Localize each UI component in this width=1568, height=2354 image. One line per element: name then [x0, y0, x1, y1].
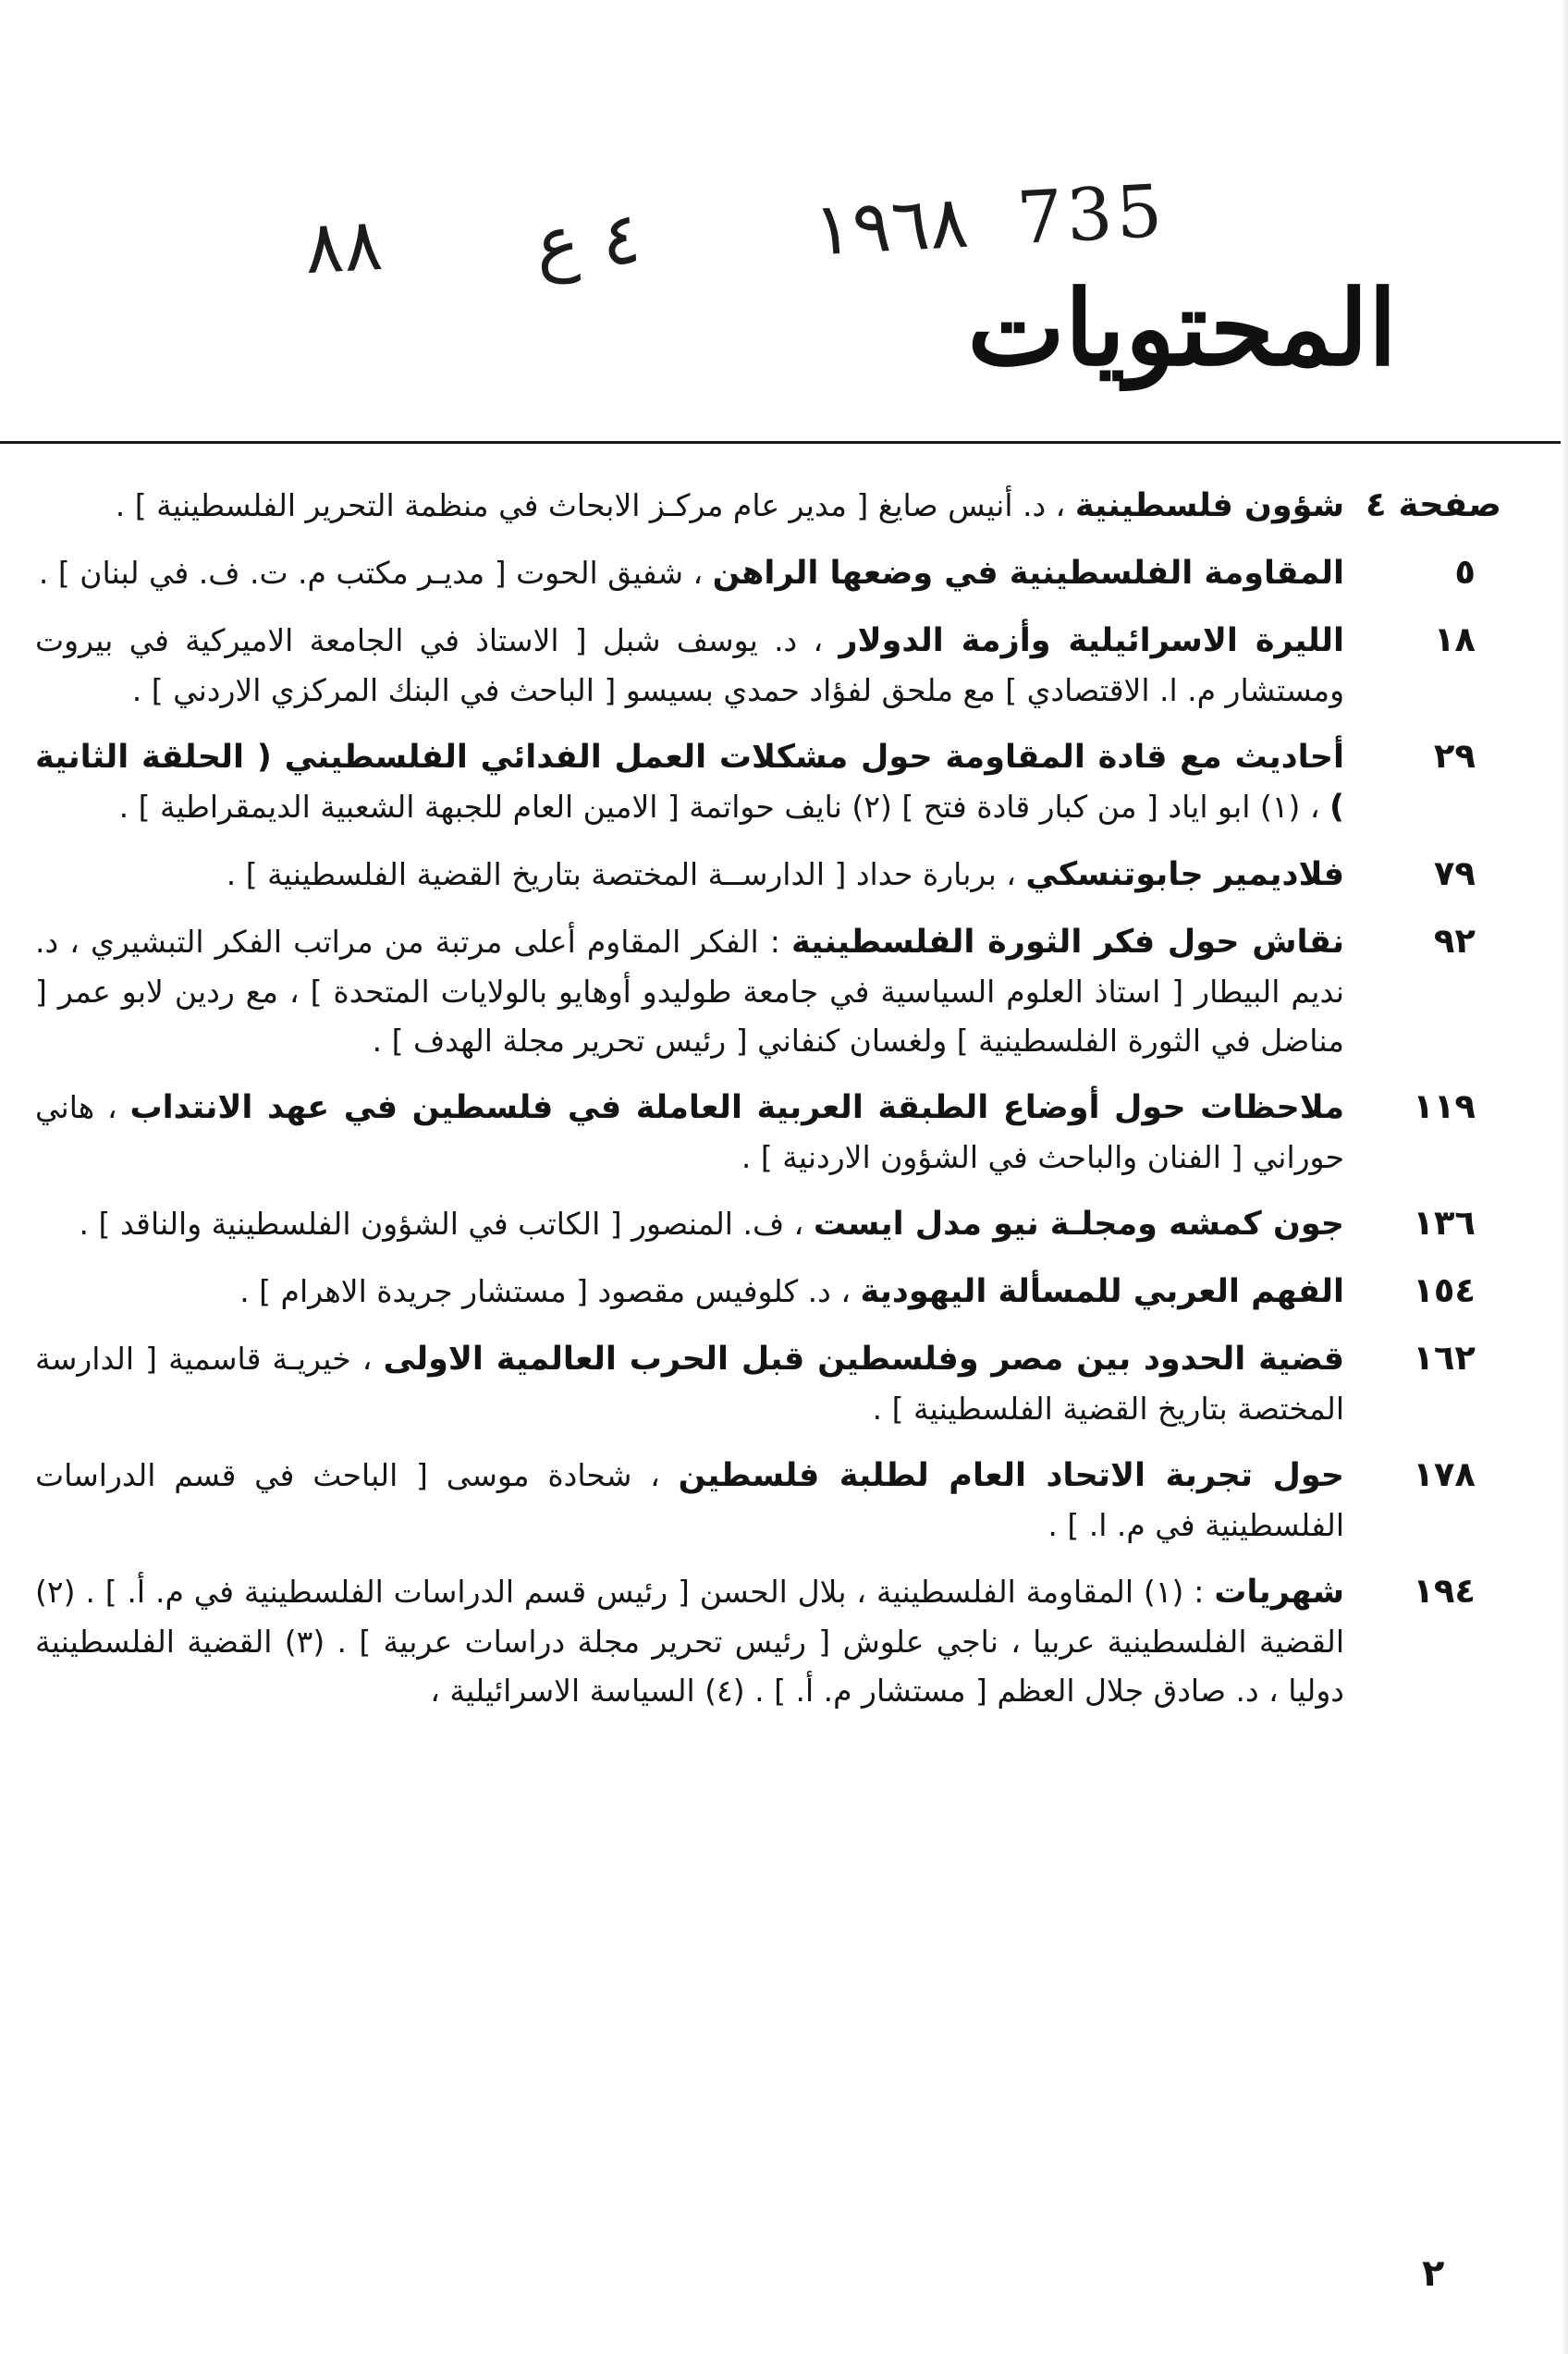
toc-entry-title: الفهم العربي للمسألة اليهودية: [860, 1273, 1344, 1310]
toc-entry-details: ، هاني حوراني [ الفنان والباحث في الشؤون الاردنية ] .: [35, 1089, 1344, 1175]
handwritten-issue: ٤ ع: [533, 197, 643, 286]
toc-entry: [35, 1199, 1501, 1249]
handwritten-year: ١٩٦٨: [811, 180, 971, 273]
toc-entry-text: [35, 732, 1344, 832]
toc-entry: [35, 1451, 1501, 1550]
toc-entry-title: فلاديمير جابوتنسكي: [1025, 856, 1344, 893]
toc-entry-text: [35, 616, 1344, 715]
toc-entry-details: ، د. يوسف شبل [ الاستاذ في الجامعة الاميركية في بيروت ومستشار م. ا. الاقتصادي ] مع ملحق لفؤاد حمدي بسيسو [ الباحث في البنك المركزي الاردني ] .: [35, 622, 1344, 708]
toc-entry-title: شهريات: [1214, 1574, 1344, 1611]
toc-page-number: ١٧٨: [1413, 1454, 1476, 1494]
toc-page-number: ١١٩: [1413, 1086, 1476, 1126]
toc-page-number: ١٦٢: [1413, 1338, 1476, 1378]
toc-entry-title: نقاش حول فكر الثورة الفلسطينية: [790, 924, 1344, 961]
toc-entry-text: [35, 850, 1344, 900]
toc-entry-title: حول تجربة الاتحاد العام لطلبة فلسطين: [678, 1457, 1345, 1494]
toc-entry-title: شؤون فلسطينية: [1074, 487, 1344, 524]
toc-entry-details: ، شفيق الحوت [ مديـر مكتب م. ت. ف. في لبنان ] .: [38, 555, 704, 591]
handwritten-ref: 735: [1014, 169, 1169, 262]
toc-entry-details: ، (١) ابو اياد [ من كبار قادة فتح ] (٢) نايف حواتمة [ الامين العام للجبهة الشعبية الديمقراطية ] .: [118, 789, 1320, 825]
toc-page-number: ١٩٤: [1413, 1571, 1476, 1611]
toc-page-number: ٧٩: [1433, 853, 1476, 893]
toc-entry-text: [35, 1334, 1344, 1433]
toc-page-number: صفحة ٤: [1366, 484, 1501, 524]
toc-entry-details: ، بربارة حداد [ الدارســة المختصة بتاريخ القضية الفلسطينية ] .: [226, 856, 1016, 892]
toc-entry-title: الليرة الاسرائيلية وأزمة الدولار: [839, 622, 1344, 659]
toc-page-number: ٥: [1454, 552, 1476, 592]
toc-entry-text: [35, 481, 1344, 531]
toc-entry-text: [35, 548, 1344, 598]
table-of-contents: [35, 481, 1501, 1733]
toc-entry-text: [35, 1567, 1344, 1715]
toc-entry-text: [35, 1267, 1344, 1317]
toc-entry: [35, 732, 1501, 832]
handwritten-annotation: [296, 157, 1313, 291]
toc-page-number: ١٥٤: [1413, 1270, 1476, 1310]
toc-entry: [35, 1567, 1501, 1715]
toc-entry: [35, 1267, 1501, 1317]
toc-page-number: ٩٢: [1433, 921, 1476, 961]
toc-entry: [35, 1083, 1501, 1182]
toc-entry-details: ، د. أنيس صايغ [ مدير عام مركـز الابحاث في منظمة التحرير الفلسطينية ] .: [115, 487, 1066, 523]
toc-entry-details: ، شحادة موسى [ الباحث في قسم الدراسات الفلسطينية في م. ا. ] .: [35, 1457, 1344, 1543]
toc-entry: [35, 850, 1501, 900]
toc-page-number: ١٨: [1433, 619, 1476, 659]
toc-entry-text: [35, 1083, 1344, 1182]
toc-entry-title: جون كمشه ومجلـة نيو مدل ايست: [813, 1206, 1344, 1243]
handwritten-pages: ٨٨: [302, 202, 386, 291]
page-title: المحتويات: [967, 268, 1397, 389]
toc-entry-title: أحاديث مع قادة المقاومة حول مشكلات العمل الفدائي الفلسطيني ( الحلقة الثانية ): [35, 739, 1344, 826]
toc-entry-details: ، د. كلوفيس مقصود [ مستشار جريدة الاهرام ] .: [239, 1273, 851, 1309]
toc-entry-text: [35, 1451, 1344, 1550]
toc-entry: [35, 481, 1501, 531]
toc-entry-title: قضية الحدود بين مصر وفلسطين قبل الحرب العالمية الاولى: [383, 1341, 1344, 1378]
toc-entry-details: ، خيريـة قاسمية [ الدارسة المختصة بتاريخ القضية الفلسطينية ] .: [35, 1341, 1344, 1427]
scan-page-edge: [1561, 0, 1568, 2354]
toc-entry: [35, 1334, 1501, 1433]
toc-entry: [35, 616, 1501, 715]
toc-page-number: ٢٩: [1433, 736, 1476, 776]
toc-entry-title: ملاحظات حول أوضاع الطبقة العربية العاملة في فلسطين في عهد الانتداب: [129, 1089, 1344, 1126]
toc-entry-details: : (١) المقاومة الفلسطينية ، بلال الحسن [ رئيس قسم الدراسات الفلسطينية في م. أ. ] . (٢) القضية الفلسطينية عربيا ، ناجي علوش [ رئيس تحرير مجلة دراسات عربية ] . (٣) القضية الفلسطينية دوليا ، د. صادق جلال العظم [ مستشار م. أ. ] . (٤) السياسة الاسرائيلية ،: [35, 1574, 1344, 1709]
toc-entry: [35, 548, 1501, 598]
toc-entry-title: المقاومة الفلسطينية في وضعها الراهن: [712, 555, 1344, 592]
toc-entry: [35, 917, 1501, 1065]
toc-page-number: ١٣٦: [1413, 1203, 1476, 1243]
toc-entry-details: : الفكر المقاوم أعلى مرتبة من مراتب الفكر التبشيري ، د. نديم البيطار [ استاذ العلوم السياسية في جامعة طوليدو أوهايو بالولايات المتحدة ] ، مع ردين لابو عمر [ مناضل في الثورة الفلسطينية ] ولغسان كنفاني [ رئيس تحرير مجلة الهدف ] .: [35, 924, 1344, 1059]
toc-entry-details: ، ف. المنصور [ الكاتب في الشؤون الفلسطينية والناقد ] .: [79, 1206, 804, 1242]
page-number: ٢: [1422, 2252, 1445, 2295]
toc-entry-text: [35, 917, 1344, 1065]
toc-entry-text: [35, 1199, 1344, 1249]
title-divider: [0, 441, 1568, 444]
